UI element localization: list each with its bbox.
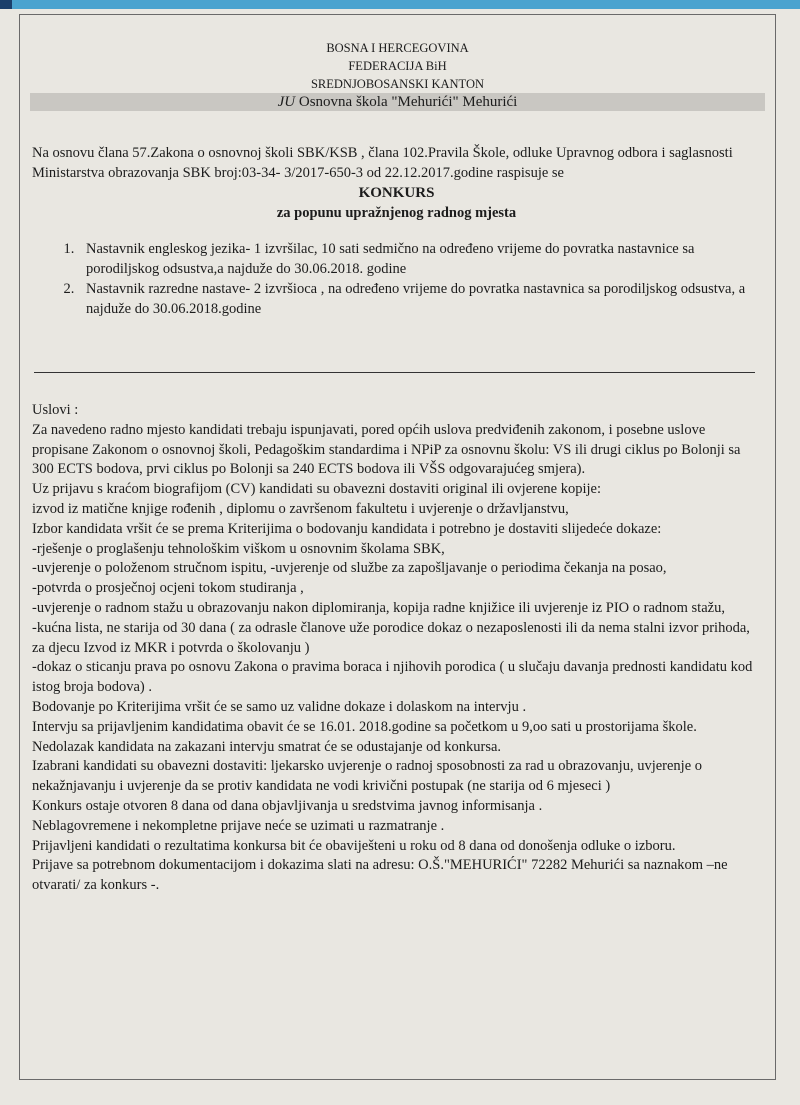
body-line: -uvjerenje o položenom stručnom ispitu, -uvjerenje od službe za zapošljavanje o periodima čekanja na posao, (32, 560, 667, 577)
konkurs-subtitle: za popunu upražnjenog radnog mjesta (276, 205, 517, 221)
document-header (20, 39, 775, 111)
body-line: Konkurs ostaje otvoren 8 dana od dana objavljivanja u sredstvima javnog informisanja . (32, 797, 543, 814)
body-line: -kućna lista, ne starija od 30 dana ( za odrasle članove uže porodice dokaz o nezaposlenosti ili da nema stalni izvor prihoda, za djecu Izvod iz MKR i potvrda o školovanju ) (32, 619, 750, 656)
header-country: BOSNA I HERCEGOVINA (326, 41, 469, 55)
body-line: Intervju sa prijavljenim kandidatima obavit će se 16.01. 2018.godine sa početkom u 9,oo sati u prostorijama škole. (32, 718, 697, 735)
body-line: -dokaz o sticanju prava po osnovu Zakona o pravima boraca i njihovih porodica ( u slučaju davanja prednosti kandidatu kod istog broja bodova) . (32, 659, 753, 696)
body-line: Neblagovremene i nekompletne prijave neće se uzimati u razmatranje . (32, 817, 445, 834)
body-line: -rješenje o proglašenju tehnološkim viškom u osnovnim školama SBK, (32, 540, 445, 557)
header-canton: SREDNJOBOSANSKI KANTON (310, 77, 485, 91)
header-entity: FEDERACIJA BiH (348, 59, 447, 73)
body-line: Za navedeno radno mjesto kandidati trebaju ispunjavati, pored općih uslova predviđenih zakonom, i posebne uslove propisane Zakonom o osnovnoj školi, Pedagoškim standardima i NPiP za osnovnu školu: VS ili drugi ciklus po Bolonji sa 300 ECTS bodova, prvi ciklus po Bolonji sa 240 ECTS bodova ili VŠS odgovarajućeg smjera). (32, 421, 741, 478)
section-divider (34, 372, 755, 373)
body-line: Izabrani kandidati su obavezni dostaviti: ljekarsko uvjerenje o radnoj sposobnosti za rad u obrazovanju, uvjerenje o nekažnjavanju i uvjerenje da se protiv kandidata ne vodi krivični postupak (ne starija od 6 mjeseci ) (32, 758, 703, 795)
school-name-band (30, 93, 765, 111)
body-line: -uvjerenje o radnom stažu u obrazovanju nakon diplomiranja, kopija radne knjižice ili uvjerenje iz PIO o radnom stažu, (32, 599, 725, 616)
school-prefix: JU (277, 94, 296, 110)
school-name: Osnovna škola "Mehurići" Mehurići (295, 94, 518, 110)
position-item: 1. Nastavnik engleskog jezika- 1 izvršilac, 10 sati sedmično na određeno vrijeme do povratka nastavnice sa porodiljskog odsustva,a najduže do 30.06.2018. godine (78, 239, 761, 279)
body-line: Prijavljeni kandidati o rezultatima konkursa bit će obaviješteni u roku od 8 dana od donošenja odluke o izboru. (32, 837, 676, 854)
intro-paragraph: Na osnovu člana 57.Zakona o osnovnoj školi SBK/KSB , člana 102.Pravila Škole, odluke Upravnog odbora i saglasnosti Ministarstva obrazovanja SBK broj:03-34- 3/2017-650-3 od 22.12.2017.godine raspisuje se (32, 145, 733, 181)
body-line: -potvrda o prosječnoj ocjeni tokom studiranja , (32, 580, 304, 597)
positions-list (32, 239, 761, 319)
position-item: 2. Nastavnik razredne nastave- 2 izvršioca , na određeno vrijeme do povratka nastavnica sa porodiljskog odsustva, a najduže do 30.06.2018.godine (78, 279, 761, 319)
announcement-frame (19, 14, 776, 1080)
conditions-section (32, 401, 763, 896)
body-line: Uz prijavu s kraćom biografijom (CV) kandidati su obavezni dostaviti original ili ovjerene kopije: (32, 481, 601, 498)
body-line: Nedolazak kandidata na zakazani intervju smatrat će se odustajanje od konkursa. (32, 738, 502, 755)
body-line: Bodovanje po Kriterijima vršit će se samo uz validne dokaze i dolaskom na intervju . (32, 698, 527, 715)
body-line: izvod iz matične knjige rođenih , diplomu o završenom fakultetu i uvjerenje o državljanstvu, (32, 500, 569, 517)
konkurs-title: KONKURS (358, 185, 435, 201)
intro-section (32, 143, 761, 319)
body-line: Uslovi : (32, 402, 79, 418)
body-line: Prijave sa potrebnom dokumentacijom i dokazima slati na adresu: O.Š."MEHURIĆI" 72282 Mehurići sa naznakom –ne otvarati/ za konkurs -. (32, 857, 728, 894)
masthead-logo-fragment (0, 0, 12, 9)
body-line: Izbor kandidata vršit će se prema Kriterijima o bodovanju kandidata i potrebno je dostaviti slijedeće dokaze: (32, 520, 662, 537)
top-color-bar (0, 0, 800, 9)
